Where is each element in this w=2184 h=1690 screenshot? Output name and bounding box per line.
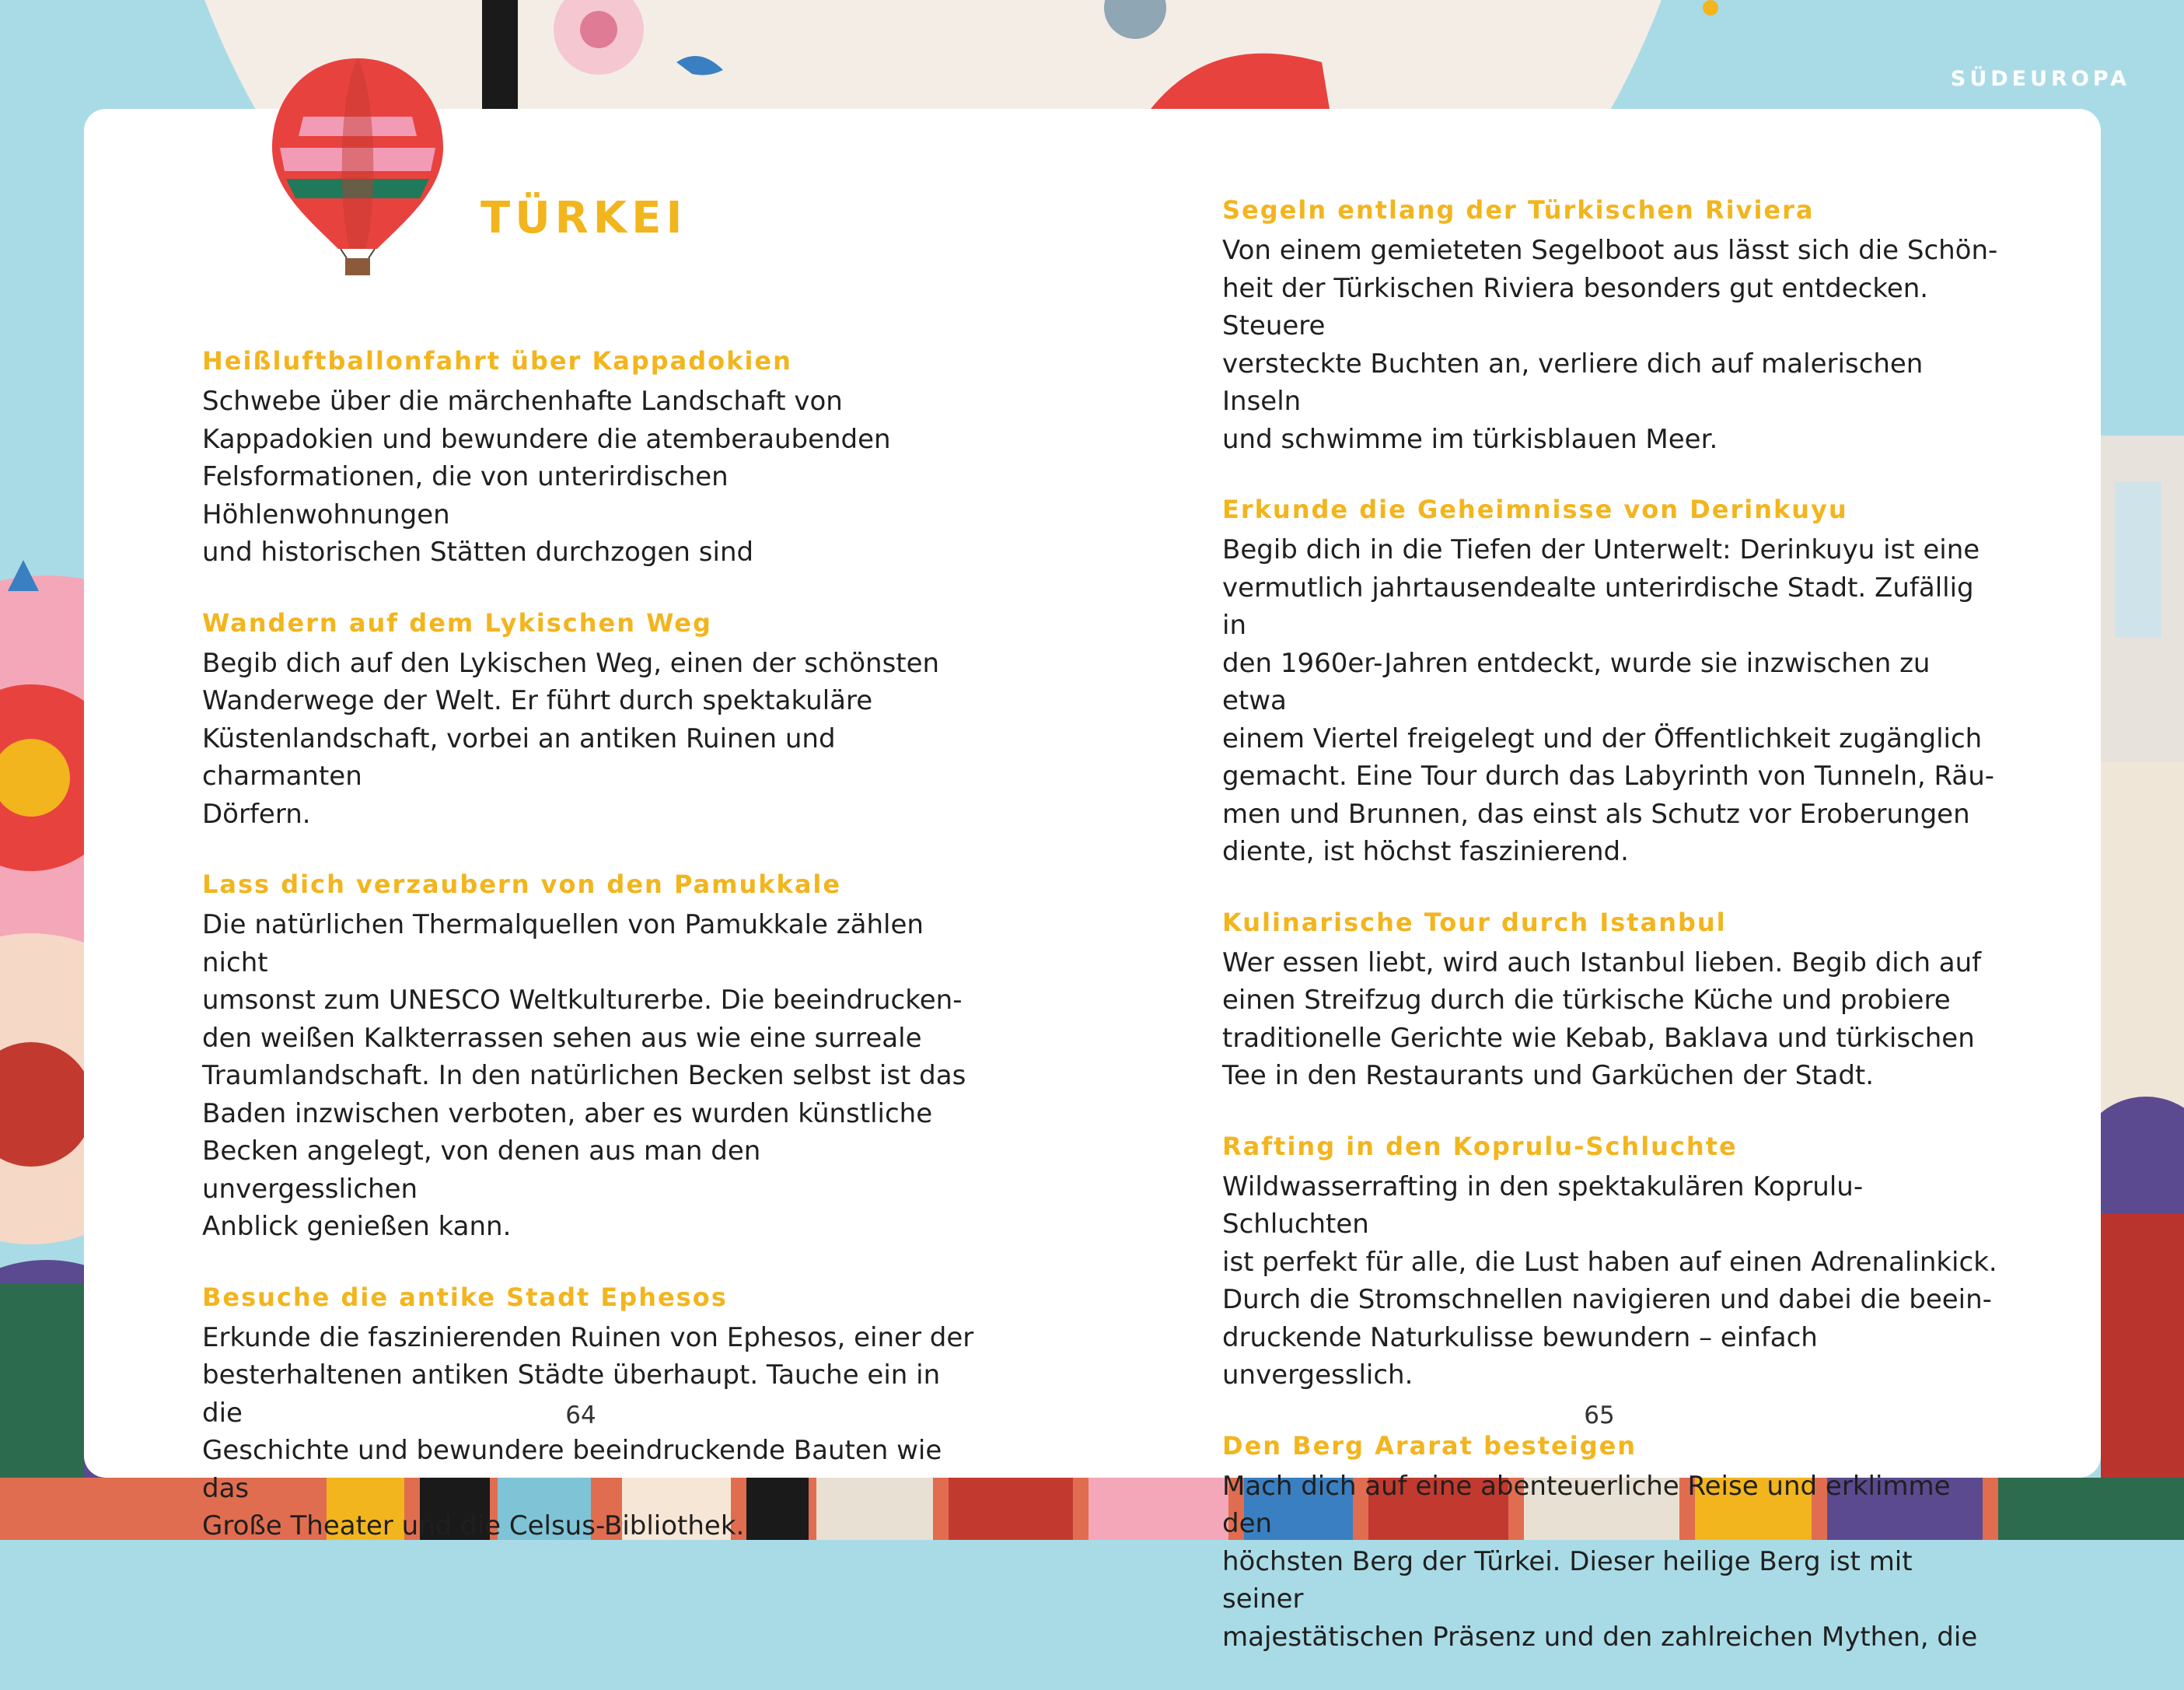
page-title: TÜRKEI [480, 193, 687, 243]
activity-entry [1222, 905, 2000, 1095]
activity-entry [1222, 193, 2000, 458]
section-label: SÜDEUROPA [1950, 67, 2130, 91]
activity-text: Die natürlichen Thermalquellen von Pamukkale zählen nicht umsonst zum UNESCO Weltkulturerbe. Die beeindrucken- den weißen Kalkterrassen sehen aus wie eine surreale Traumlandschaft. In den natürlichen Becken selbst ist das Baden inzwischen verboten, aber es wurden künstliche Becken angelegt, von denen aus man den unvergesslichen Anblick genießen kann. [202, 909, 966, 1242]
activity-entry [202, 606, 980, 834]
activity-heading: Besuche die antike Stadt Ephesos [202, 1282, 728, 1312]
activity-entry [1222, 1129, 2000, 1394]
activity-entry [1222, 1429, 2000, 1657]
activity-heading: Rafting in den Koprulu-Schluchte [1222, 1131, 1738, 1161]
activity-heading: Segeln entlang der Türkischen Riviera [1222, 195, 1815, 225]
activity-text: Schwebe über die märchenhafte Landschaft von Kappadokien und bewundere die atemberaubenden Felsformationen, die von unterirdischen Höhlenwohnungen und historischen Stätten durchzogen sind [202, 386, 891, 568]
activity-text: Mach dich auf eine abenteuerliche Reise und erklimme den höchsten Berg der Türkei. Dieser heilige Berg ist mit seiner majestätischen Präsenz und den zahlreichen Mythen, die [1222, 1470, 1978, 1653]
activity-entry [202, 867, 980, 1246]
activity-heading: Erkunde die Geheimnisse von Derinkuyu [1222, 495, 1848, 524]
activity-text: Wildwasserrafting in den spektakulären Koprulu-Schluchten ist perfekt für alle, die Lust haben auf einen Adrenalinkick. Durch die Stromschnellen navigieren und dabei die beein- druckende Naturkulisse bewundern – einfach unvergesslich. [1222, 1170, 1997, 1391]
activity-text: Begib dich in die Tiefen der Unterwelt: Derinkuyu ist eine vermutlich jahrtausendealte unterirdische Stadt. Zufällig in den 1960er-Jahren entdeckt, wurde sie inzwischen zu etwa einem Viertel freigelegt und der Öffentlichkeit zugänglich gemacht. Eine Tour durch das Labyrinth von Tunneln, Räu- men und Brunnen, das einst als Schutz vor Eroberungen diente, ist höchst faszinierend. [1222, 534, 1995, 867]
activity-heading: Den Berg Ararat besteigen [1222, 1430, 1637, 1461]
activity-heading: Wandern auf dem Lykischen Weg [202, 607, 712, 638]
activity-heading: Lass dich verzaubern von den Pamukkale [202, 869, 842, 899]
activity-entry [202, 344, 980, 572]
activity-text: Erkunde die faszinierenden Ruinen von Ephesos, einer der besterhaltenen antiken Städte überhaupt. Tauche ein in die Geschichte und bewundere beeindruckende Bauten wie das Große Theater und die Celsus-Bibliothek. [202, 1321, 974, 1541]
right-column [1222, 193, 2000, 1690]
page-number-left: 64 [565, 1401, 596, 1429]
activity-heading: Kulinarische Tour durch Istanbul [1222, 907, 1727, 937]
activity-text: Wer essen liebt, wird auch Istanbul lieben. Begib dich auf einen Streifzug durch die türkische Küche und probiere traditionelle Gerichte wie Kebab, Baklava und türkischen Tee in den Restaurants und Garküchen der Stadt. [1222, 946, 1982, 1091]
left-column [202, 344, 980, 1580]
page-number-right: 65 [1584, 1401, 1615, 1429]
activity-text: Von einem gemieteten Segelboot aus lässt sich die Schön- heit der Türkischen Riviera besonders gut entdecken. Steuere versteckte Buchten an, verliere dich auf malerischen Inseln und schwimme im türkisblauen Meer. [1222, 235, 1998, 455]
activity-heading: Heißluftballonfahrt über Kappadokien [202, 346, 792, 376]
hot-air-balloon-icon [264, 54, 451, 280]
activity-entry [1222, 492, 2000, 871]
activity-text: Begib dich auf den Lykischen Weg, einen der schönsten Wanderwege der Welt. Er führt durch spektakuläre Küstenlandschaft, vorbei an antiken Ruinen und charmanten Dörfern. [202, 647, 940, 830]
